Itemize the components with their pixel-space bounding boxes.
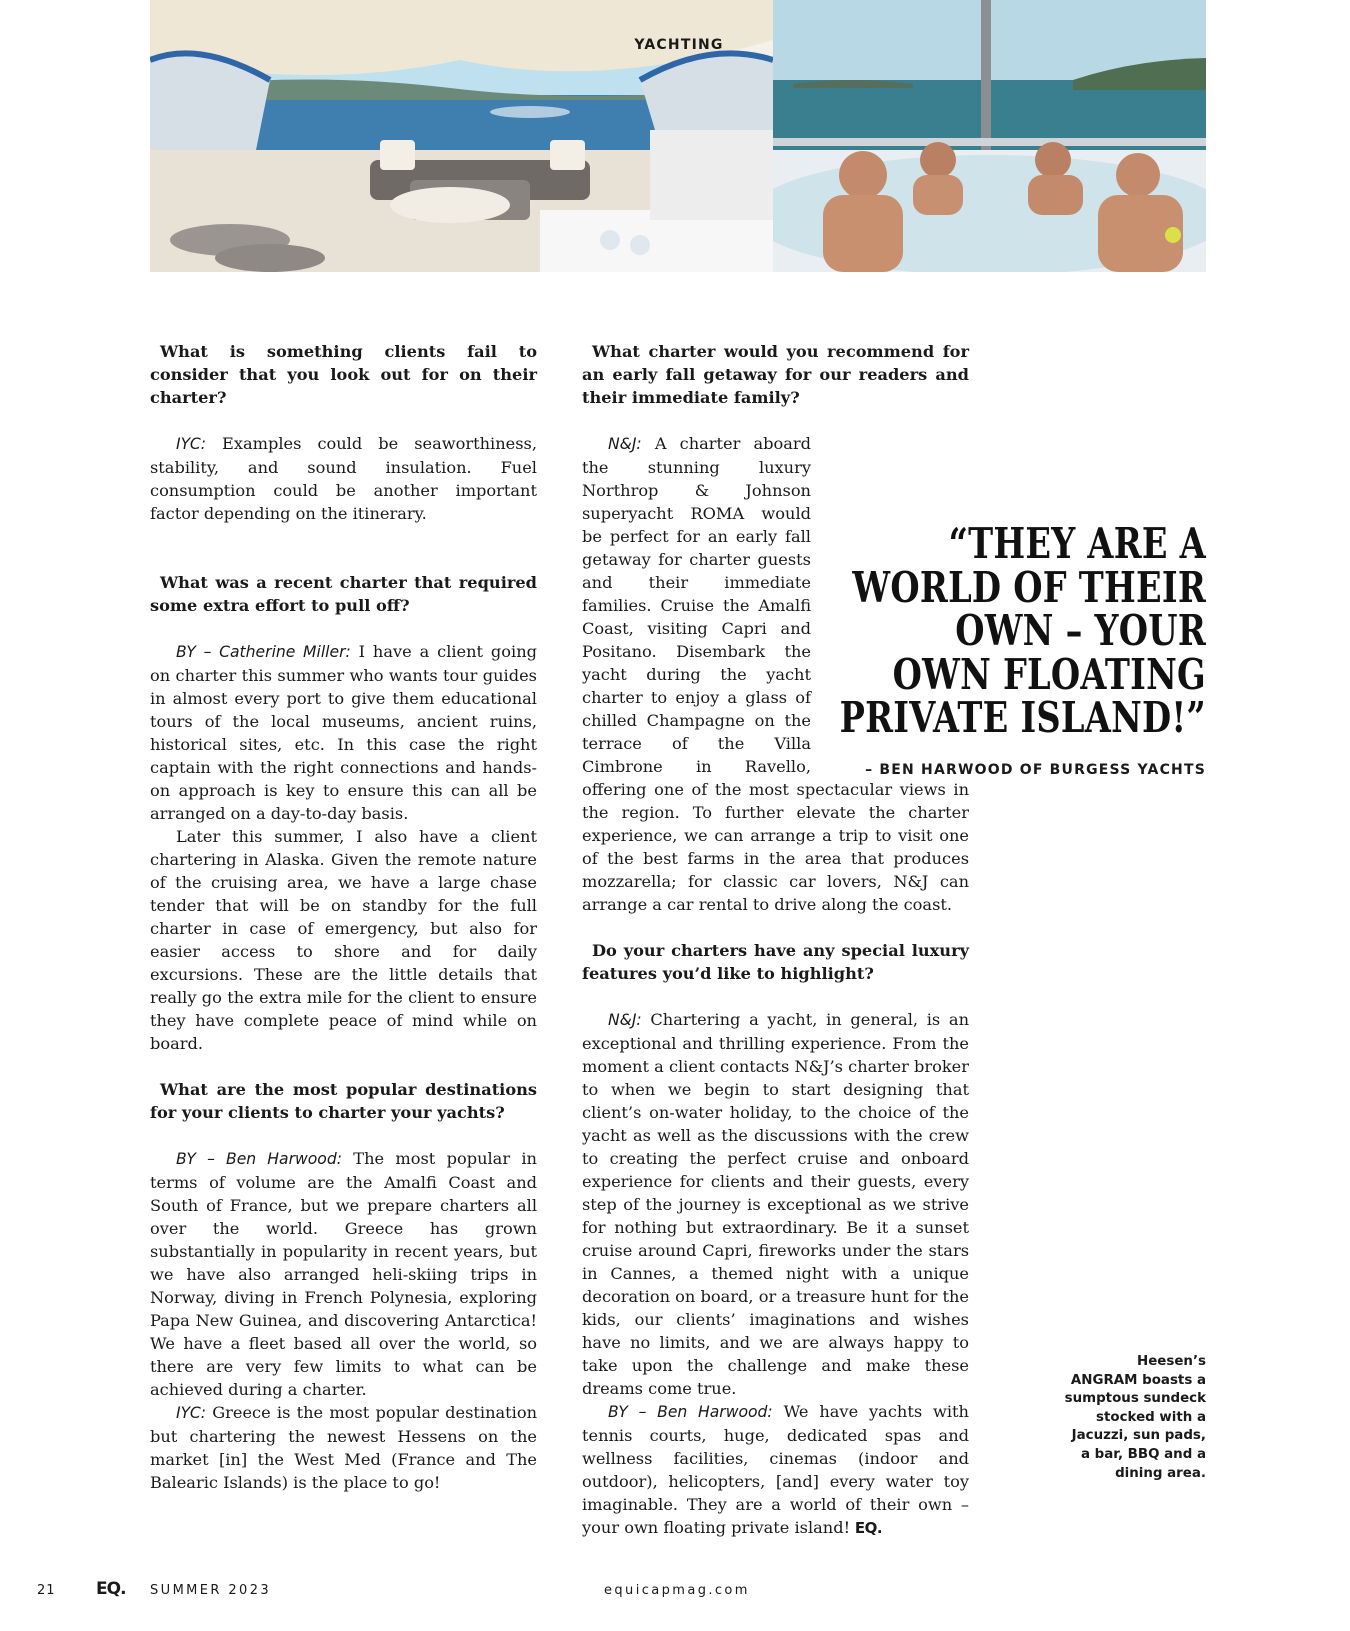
page-footer (0, 1580, 1350, 1604)
end-mark: EQ. (850, 1519, 883, 1537)
pull-quote-text (694, 519, 1206, 742)
caption-line: a bar, BBQ and a (1080, 1446, 1206, 1462)
pull-quote-line: OWN – YOUR (955, 606, 1206, 655)
answer-luxury-features (582, 1008, 969, 1400)
answer-text: A charter aboard the stunning luxury Northrop & Johnson superyacht ROMA would be perfect for an early fall getaway for charter guests and their immediate families. Cruise the Amalfi Coast, visiting Capri and Positano. Disembark the yacht during the yacht charter to enjoy a glass of chilled Champagne on the terrace of the Villa Cimbrone in Ravello, offering one of the most spectacular views in the region. To further elevate the charter experience, we can arrange a trip to visit one of the best farms in the area that produces mozzarella; for classic car lovers, N&J can arrange a car rental to drive along the coast. (582, 434, 969, 914)
speaker-label: IYC: (176, 1404, 206, 1422)
speaker-label: N&J: (608, 1011, 642, 1029)
caption-line: stocked with a (1096, 1409, 1206, 1425)
caption-line: dining area. (1115, 1465, 1206, 1481)
caption-line: Heesen’s (1136, 1354, 1206, 1369)
column-right (582, 340, 969, 1540)
answer-text: Greece is the most popular destination but chartering the newest Hessens on the market [in] the West Med (France and The Balearic Islands) is the place to go! (150, 1403, 537, 1492)
answer-text: I have a client going on charter this summer who wants tour guides in almost every port to give them educational tours of the local museums, ancient ruins, historical sites, etc. In this case the right captain with the right connections and hands-on approach is key to ensure this can all be arranged on a day-to-day basis. (150, 642, 538, 823)
photo-caption (1036, 1353, 1206, 1483)
speaker-label: IYC: (176, 435, 206, 453)
answer-popular-destinations (150, 1147, 537, 1401)
speaker-label: BY – Catherine Miller: (176, 643, 351, 661)
website-label: equicapmag.com (604, 1583, 750, 1598)
speaker-label: N&J: (608, 435, 642, 453)
issue-label: SUMMER 2023 (150, 1583, 272, 1598)
speaker-label: BY – Ben Harwood: (176, 1150, 342, 1168)
pull-quote-line: “THEY ARE A (948, 519, 1206, 568)
answer-recent-charter (150, 640, 537, 825)
pull-quote-line: PRIVATE ISLAND!” (839, 693, 1206, 742)
answer-text: We have yachts with tennis courts, huge, dedicated spas and wellness facilities, cinemas (indoor and outdoor), helicopters, [and] every water toy imaginable. They are a world of their own – your own floating private island! (582, 1402, 969, 1537)
question-popular-destinations: What are the most popular destinations for your clients to charter your yachts? (150, 1080, 537, 1122)
pull-quote-line: WORLD OF THEIR (852, 562, 1206, 612)
question-client-considerations: What is something clients fail to consider that you look out for on their charter? (150, 342, 537, 407)
answer-text: The most popular in terms of volume are the Amalfi Coast and South of France, but we prepare charters all over the world. Greece has grown substantially in popularity in recent years, but we have also arranged heli-skiing trips in Norway, diving in French Polynesia, exploring Papa New Guinea, and discovering Antarctica! We have a fleet based all over the world, so there are very few limits to what can be achieved during a charter. (150, 1149, 537, 1399)
section-label: YACHTING (634, 37, 724, 53)
magazine-logo: EQ. (96, 1579, 126, 1599)
answer-text: Examples could be seaworthiness, stability, and sound insulation. Fuel consumption could be another important factor depending on the itinerary. (150, 434, 537, 523)
page-number: 21 (37, 1583, 56, 1598)
question-luxury-features: Do your charters have any special luxury features you’d like to highlight? (582, 941, 969, 983)
caption-line: sumptous sundeck (1064, 1391, 1206, 1407)
caption-line: Jacuzzi, sun pads, (1071, 1428, 1206, 1444)
jacuzzi-photo (773, 0, 1206, 272)
question-recent-charter: What was a recent charter that required some extra effort to pull off? (150, 573, 537, 615)
answer-luxury-features-by (582, 1400, 969, 1540)
answer-recent-charter-continued: Later this summer, I also have a client chartering in Alaska. Given the remote nature of the cruising area, we have a large chase tender that will be on standby for the full charter in case of emergency, but also for easier access to shore and for daily excursions. These are the little details that really go the extra mile for the client to ensure they have complete peace of mind while on board. (150, 827, 537, 1053)
pull-quote-author: – BEN HARWOOD OF BURGESS YACHTS (865, 762, 1206, 778)
answer-client-considerations (150, 432, 537, 525)
question-fall-getaway: What charter would you recommend for an early fall getaway for our readers and their immediate family? (582, 342, 969, 407)
pull-quote-line: OWN FLOATING (892, 649, 1206, 699)
answer-popular-destinations-iyc (150, 1401, 537, 1494)
answer-text: Chartering a yacht, in general, is an exceptional and thrilling experience. From the moment a client contacts N&J’s charter broker to when we begin to start designing that client’s on-water holiday, to the choice of the yacht as well as the discussions with the crew to creating the perfect cruise and onboard experience for clients and their guests, every step of the journey is exceptional as we strive for nothing but extraordinary. Be it a sunset cruise around Capri, fireworks under the stars in Cannes, a themed night with a unique decoration on board, or a treasure hunt for the kids, our clients’ imaginations and wishes have no limits, and we are always happy to take upon the challenge and make these dreams come true. (582, 1010, 969, 1398)
column-left (150, 340, 537, 1494)
pull-quote (700, 519, 1206, 752)
speaker-label: BY – Ben Harwood: (608, 1403, 773, 1421)
jacuzzi-illustration (773, 0, 1206, 272)
caption-line: ANGRAM boasts a (1070, 1372, 1206, 1388)
